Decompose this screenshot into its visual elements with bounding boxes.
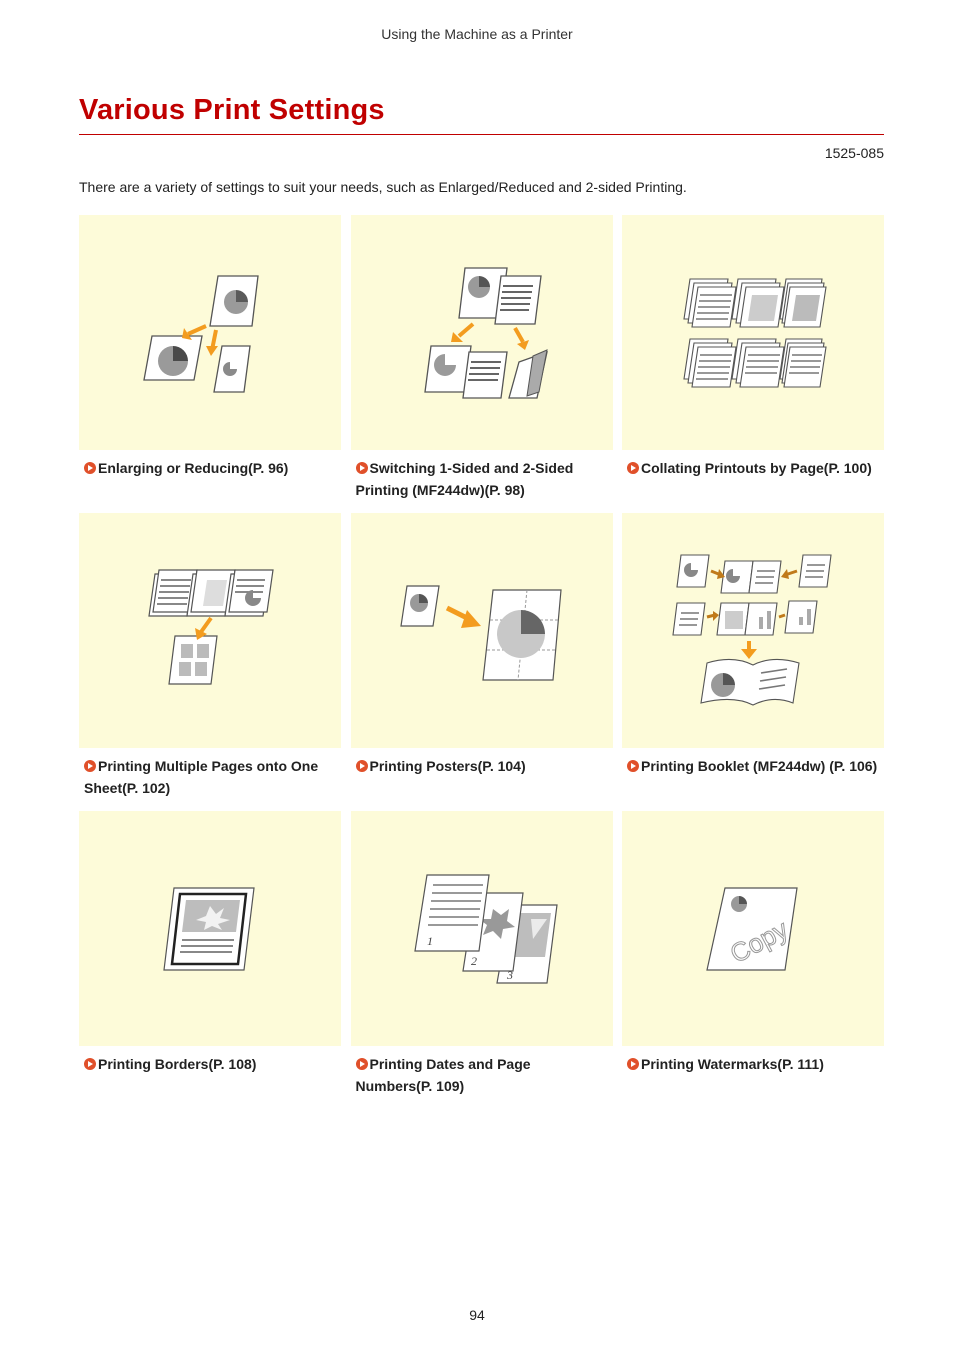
settings-grid	[79, 215, 884, 1109]
document-id: 1525-085	[824, 145, 884, 161]
link-label: Printing Borders(P. 108)	[98, 1056, 257, 1072]
link-label: Enlarging or Reducing(P. 96)	[98, 460, 289, 476]
link-printing-posters[interactable]	[351, 755, 613, 777]
link-label: Printing Multiple Pages onto One Sheet(P. 102)	[84, 758, 319, 796]
link-label: Printing Watermarks(P. 111)	[641, 1056, 824, 1072]
link-switching-sided[interactable]	[351, 457, 613, 501]
duplex-illustration	[351, 215, 613, 450]
link-arrow-icon	[84, 462, 96, 474]
page-digit-1: 1	[426, 933, 433, 948]
link-printing-watermarks[interactable]	[622, 1053, 884, 1075]
page-numbers-illustration	[351, 811, 613, 1046]
enlarge-reduce-illustration	[79, 215, 341, 450]
link-printing-borders[interactable]	[79, 1053, 341, 1075]
link-printing-booklet[interactable]	[622, 755, 884, 777]
link-multiple-pages[interactable]	[79, 755, 341, 799]
link-arrow-icon	[356, 760, 368, 772]
link-label: Printing Booklet (MF244dw) (P. 106)	[641, 758, 878, 774]
watermark-text: Copy	[725, 913, 793, 969]
poster-illustration	[351, 513, 613, 748]
link-arrow-icon	[627, 462, 639, 474]
collate-illustration	[622, 215, 884, 450]
link-collating[interactable]	[622, 457, 884, 479]
setting-card-borders	[79, 811, 341, 1109]
link-arrow-icon	[356, 462, 368, 474]
booklet-illustration	[622, 513, 884, 748]
link-label: Switching 1-Sided and 2-Sided Printing (MF244dw)(P. 98)	[355, 460, 574, 498]
link-label: Printing Dates and Page Numbers(P. 109)	[355, 1056, 531, 1094]
watermark-illustration	[622, 811, 884, 1046]
link-arrow-icon	[627, 1058, 639, 1070]
link-arrow-icon	[627, 760, 639, 772]
intro-paragraph: There are a variety of settings to suit your needs, such as Enlarged/Reduced and 2-sided Printing.	[79, 179, 687, 195]
setting-card-watermarks	[622, 811, 884, 1109]
page-digit-2: 2	[470, 953, 477, 968]
setting-card-enlarge-reduce	[79, 215, 341, 513]
link-label: Collating Printouts by Page(P. 100)	[641, 460, 872, 476]
border-illustration	[79, 811, 341, 1046]
n-up-illustration	[79, 513, 341, 748]
link-label: Printing Posters(P. 104)	[369, 758, 526, 774]
setting-card-posters	[351, 513, 613, 811]
link-arrow-icon	[84, 760, 96, 772]
running-header: Using the Machine as a Printer	[381, 26, 573, 42]
page-number: 94	[469, 1307, 485, 1323]
link-dates-page-numbers[interactable]	[351, 1053, 613, 1097]
setting-card-booklet	[622, 513, 884, 811]
link-enlarging-reducing[interactable]	[79, 457, 341, 479]
page-digit-3: 3	[506, 967, 513, 982]
page-title: Various Print Settings	[79, 94, 385, 126]
setting-card-page-numbers	[351, 811, 613, 1109]
setting-card-collate	[622, 215, 884, 513]
link-arrow-icon	[84, 1058, 96, 1070]
link-arrow-icon	[356, 1058, 368, 1070]
title-divider	[79, 134, 884, 135]
setting-card-n-up	[79, 513, 341, 811]
setting-card-duplex	[351, 215, 613, 513]
